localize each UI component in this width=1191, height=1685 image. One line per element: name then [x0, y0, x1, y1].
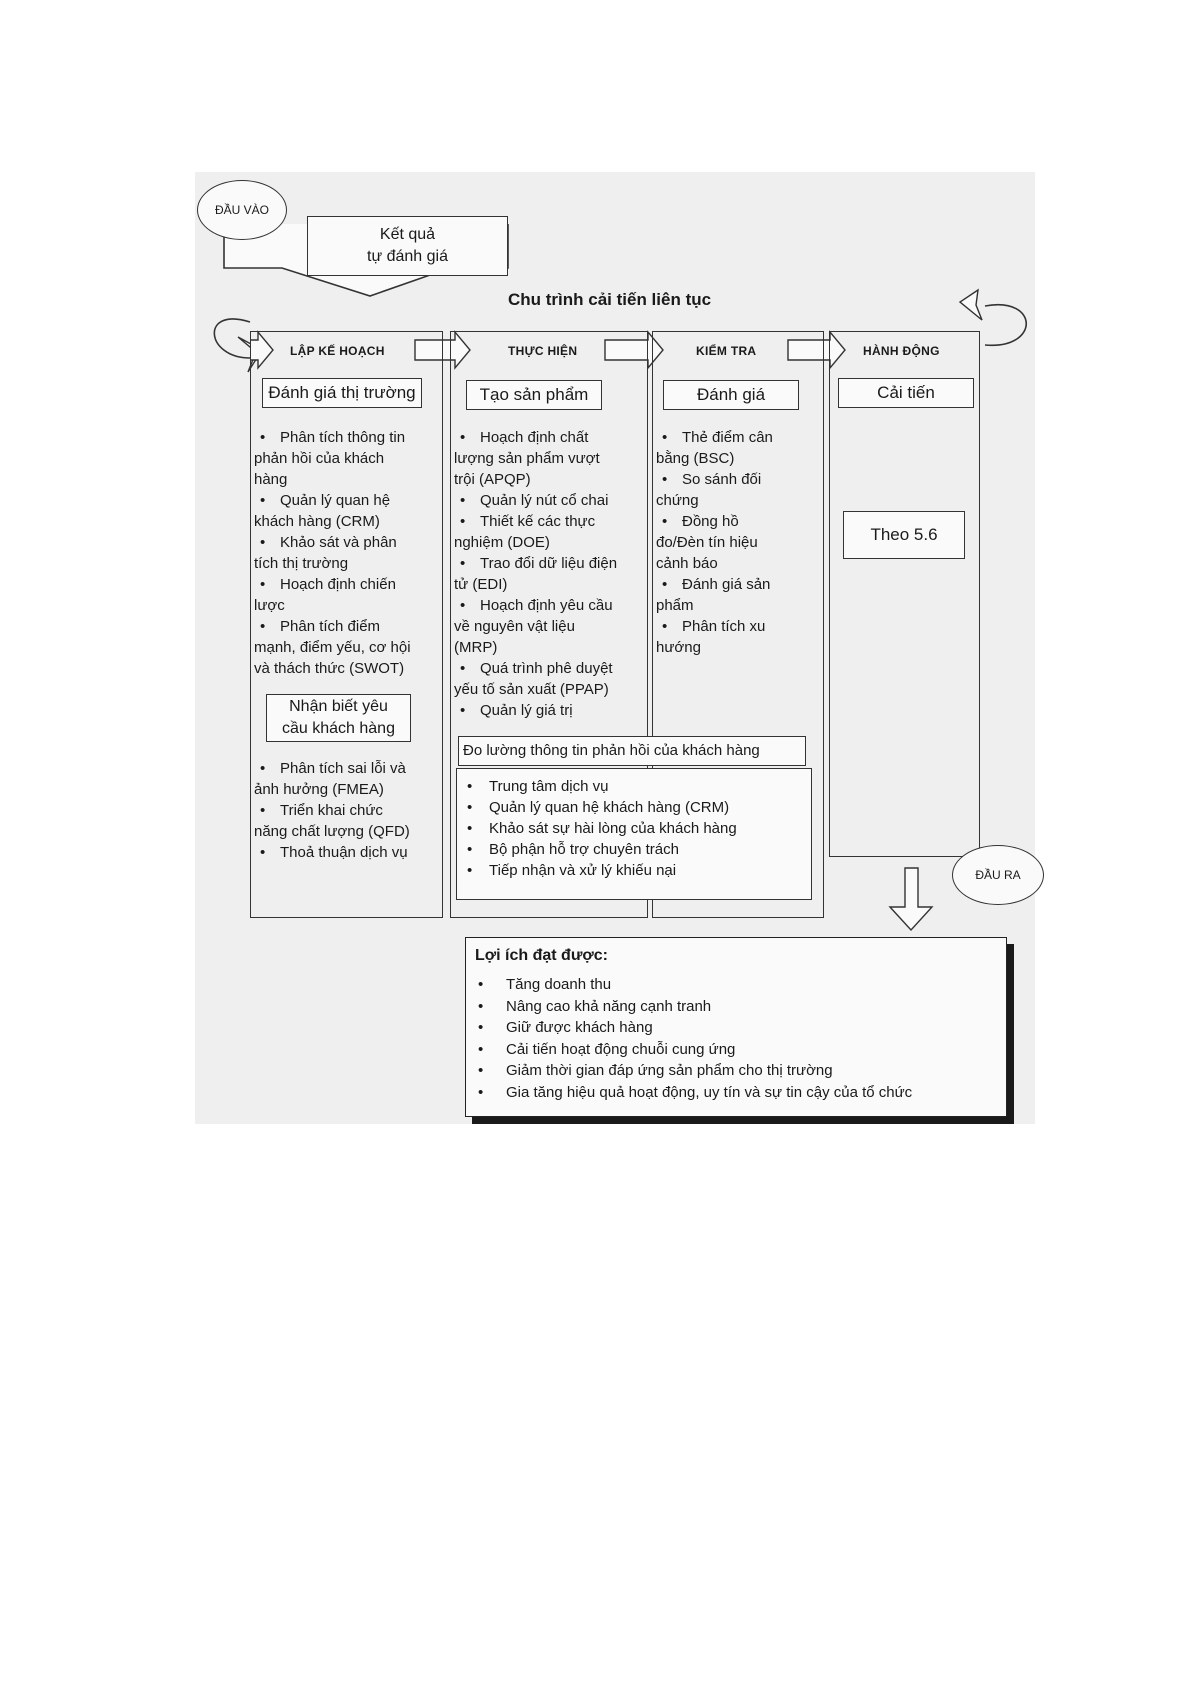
cycle-title: Chu trình cải tiến liên tục: [508, 290, 712, 309]
list-item: • Khảo sát và phân: [260, 534, 397, 551]
plan-sub1: Đánh giá thị trường: [262, 378, 422, 408]
plan-list2: [254, 758, 444, 863]
benefits-list: [472, 974, 1002, 1103]
do-sub1: Tạo sản phẩm: [466, 380, 602, 410]
list-item: • So sánh đối: [662, 471, 762, 488]
list-item: • Khảo sát sự hài lòng của khách hàng: [467, 820, 737, 837]
list-item: và thách thức (SWOT): [254, 660, 405, 677]
list-item: (MRP): [454, 639, 498, 656]
list-item: • Bộ phận hỗ trợ chuyên trách: [467, 841, 679, 858]
list-item: nghiệm (DOE): [454, 534, 550, 551]
check-list: [656, 427, 824, 658]
list-item: • Hoạch định chất: [460, 429, 589, 446]
plan-sub2-line1: Nhận biết yêu: [289, 698, 388, 715]
list-item: năng chất lượng (QFD): [254, 823, 410, 840]
list-item: • Quá trình phê duyệt: [460, 660, 613, 677]
feedback-title: Đo lường thông tin phản hồi của khách hàng: [463, 742, 760, 759]
output-label: ĐẦU RA: [975, 868, 1021, 882]
list-item: • Giữ được khách hàng: [478, 1019, 653, 1036]
list-item: • Tiếp nhận và xử lý khiếu nại: [467, 862, 677, 879]
list-item: về nguyên vật liệu: [454, 618, 575, 635]
list-item: đo/Đèn tín hiệu: [656, 534, 758, 551]
feedback-list: [461, 776, 806, 881]
self-assessment-line1: Kết quả: [379, 226, 436, 243]
right-loop-arrowhead: [960, 290, 982, 320]
plan-sub2-line2: cầu khách hàng: [282, 720, 395, 737]
list-item: • Tăng doanh thu: [478, 976, 612, 993]
act-ref: Theo 5.6: [843, 511, 965, 559]
list-item: • Gia tăng hiệu quả hoạt động, uy tín và sự tin cậy của tổ chức: [478, 1083, 913, 1101]
list-item: • Hoạch định yêu cầu: [460, 597, 613, 614]
check-label: KIỂM TRA: [696, 344, 757, 358]
list-item: • Quản lý quan hệ: [260, 492, 391, 509]
do-list: [454, 427, 648, 721]
list-item: cảnh báo: [656, 555, 718, 572]
list-item: phẩm: [656, 597, 694, 614]
plan-list1: [254, 427, 444, 679]
plan-sub2: [266, 694, 411, 742]
list-item: • Thoả thuận dịch vụ: [260, 844, 408, 861]
list-item: lượng sản phẩm vượt: [454, 450, 600, 467]
output-arrow: [890, 868, 932, 930]
list-item: phản hồi của khách: [254, 450, 385, 467]
benefits-title: Lợi ích đạt được:: [475, 947, 609, 964]
act-label: HÀNH ĐỘNG: [863, 344, 940, 358]
list-item: • Phân tích điểm: [260, 618, 381, 635]
list-item: • Đồng hồ: [662, 513, 739, 530]
list-item: • Trung tâm dịch vụ: [467, 778, 609, 795]
list-item: • Hoạch định chiến: [260, 576, 396, 593]
list-item: • Phân tích sai lỗi và: [260, 760, 406, 777]
list-item: yếu tố sản xuất (PPAP): [454, 681, 609, 698]
input-oval: [197, 180, 287, 240]
list-item: • Quản lý giá trị: [460, 702, 573, 719]
list-item: • Cải tiến hoạt động chuỗi cung ứng: [478, 1040, 736, 1058]
list-item: • Nâng cao khả năng cạnh tranh: [478, 997, 712, 1015]
feedback-title-box: [458, 736, 806, 766]
list-item: mạnh, điểm yếu, cơ hội: [254, 639, 411, 656]
list-item: khách hàng (CRM): [254, 513, 380, 530]
plan-label: LẬP KẾ HOẠCH: [290, 344, 385, 358]
left-loop-arrow: [214, 319, 250, 358]
benefits-box: [465, 937, 1007, 1117]
do-label: THỰC HIỆN: [508, 344, 578, 358]
list-item: • Thiết kế các thực: [460, 513, 596, 530]
list-item: • Phân tích thông tin: [260, 429, 406, 446]
act-column: [829, 331, 980, 857]
input-label: ĐẦU VÀO: [214, 203, 269, 217]
list-item: • Quản lý quan hệ khách hàng (CRM): [467, 799, 730, 816]
list-item: tích thị trường: [254, 555, 349, 572]
list-item: • Triển khai chức: [260, 802, 383, 819]
list-item: trội (APQP): [454, 471, 531, 488]
list-item: • Trao đổi dữ liệu điện: [460, 555, 618, 572]
list-item: hướng: [656, 639, 701, 656]
list-item: hàng: [254, 471, 288, 488]
list-item: • Giảm thời gian đáp ứng sản phẩm cho thị trường: [478, 1062, 833, 1079]
list-item: ảnh hưởng (FMEA): [254, 781, 384, 798]
list-item: tử (EDI): [454, 576, 508, 593]
list-item: • Thẻ điểm cân: [662, 429, 773, 446]
list-item: bằng (BSC): [656, 450, 735, 467]
feedback-box: [456, 768, 812, 900]
check-sub1: Đánh giá: [663, 380, 799, 410]
self-assessment-box: [307, 216, 508, 276]
list-item: lược: [254, 597, 285, 614]
right-loop-arrow: [985, 305, 1026, 346]
output-oval: [952, 845, 1044, 905]
list-item: • Đánh giá sản: [662, 576, 771, 593]
act-sub1: Cải tiến: [838, 378, 974, 408]
list-item: chứng: [656, 492, 699, 509]
list-item: • Phân tích xu: [662, 618, 766, 635]
list-item: • Quản lý nút cổ chai: [460, 492, 609, 509]
self-assessment-line2: tự đánh giá: [367, 248, 448, 265]
